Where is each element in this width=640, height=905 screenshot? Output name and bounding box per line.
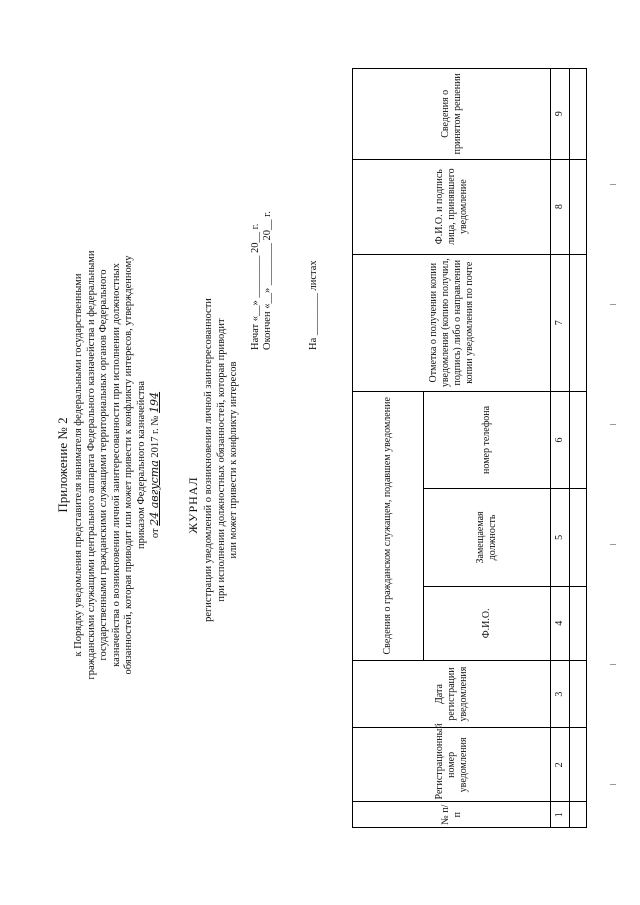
empty-cell — [570, 489, 587, 586]
header-decision: Сведения о принятом решении — [353, 69, 551, 160]
column-number: 7 — [551, 254, 570, 391]
header-receiver-name: Ф.И.О. и подпись лица, принявшего уведомление — [353, 159, 551, 254]
appendix-text-line: к Порядку уведомления представителя нанимателя федеральными государственными — [73, 273, 84, 657]
column-number: 1 — [551, 802, 570, 828]
journal-description-line: регистрации уведомлений о возникновении личной заинтересованности — [203, 298, 214, 622]
journal-table — [352, 68, 587, 828]
header-number: № п/п — [353, 802, 551, 828]
finished-date: Окончен «__» ________ 20__ г. — [262, 211, 273, 350]
header-employee-info: Сведения о гражданском служащем, подавшем уведомление — [353, 391, 424, 660]
scan-edge-marks — [600, 0, 630, 905]
subheader-position: Замещаемая должность — [423, 489, 550, 586]
pages-count: На ________ листах — [308, 260, 319, 350]
journal-description — [203, 220, 241, 700]
column-number: 2 — [551, 728, 570, 802]
appendix-text-line: обязанностей, которая приводит или может привести к конфликту интересов, утвержденному — [123, 255, 134, 675]
header-registration-date: Дата регистрации уведомления — [353, 660, 551, 727]
column-number-row — [551, 69, 570, 828]
column-number: 5 — [551, 489, 570, 586]
order-year: 2017 г. № — [150, 415, 161, 458]
appendix-text-line: гражданскими служащими центрального аппарата Федерального казначейства и федеральными — [85, 250, 97, 680]
column-number: 9 — [551, 69, 570, 160]
order-number-handwritten: 194 — [148, 391, 161, 413]
journal-description-line: или может привести к конфликту интересов — [228, 361, 239, 559]
table-row — [570, 69, 587, 828]
appendix-text-line: государственными гражданскими служащими территориальных органов Федерального — [98, 269, 109, 661]
header-copy-received: Отметка о получении копии уведомления (копию получил, подпись) либо о направлении копии уведомления по почте — [353, 254, 551, 391]
subheader-name: Ф.И.О. — [423, 586, 550, 660]
column-number: 6 — [551, 391, 570, 489]
empty-cell — [570, 391, 587, 489]
empty-cell — [570, 660, 587, 727]
appendix-text-line: казначейства о возникновении личной заинтересованности при исполнении должностных — [110, 263, 122, 667]
order-reference — [149, 155, 163, 775]
appendix-title: Приложение № 2 — [55, 417, 70, 513]
empty-cell — [570, 254, 587, 391]
empty-cell — [570, 586, 587, 660]
journal-title: ЖУРНАЛ — [186, 476, 200, 534]
empty-cell — [570, 728, 587, 802]
header-registration-number: Регистрационный номер уведомления — [353, 728, 551, 802]
journal-description-line: при исполнении должностных обязанностей, которая приводит — [215, 318, 227, 602]
column-number: 4 — [551, 586, 570, 660]
subheader-phone: номер телефона — [423, 391, 550, 489]
column-number: 8 — [551, 159, 570, 254]
empty-cell — [570, 69, 587, 160]
table-header-row — [353, 69, 424, 828]
appendix-text-line: приказом Федерального казначейства — [135, 380, 147, 550]
order-date-handwritten: 24 августа — [148, 460, 161, 526]
empty-cell — [570, 802, 587, 828]
empty-cell — [570, 159, 587, 254]
journal-dates — [250, 150, 274, 350]
column-number: 3 — [551, 660, 570, 727]
started-date: Начат «__» ________ 20__ г. — [250, 223, 261, 350]
order-prefix: от — [150, 528, 161, 539]
appendix-header — [55, 155, 163, 775]
